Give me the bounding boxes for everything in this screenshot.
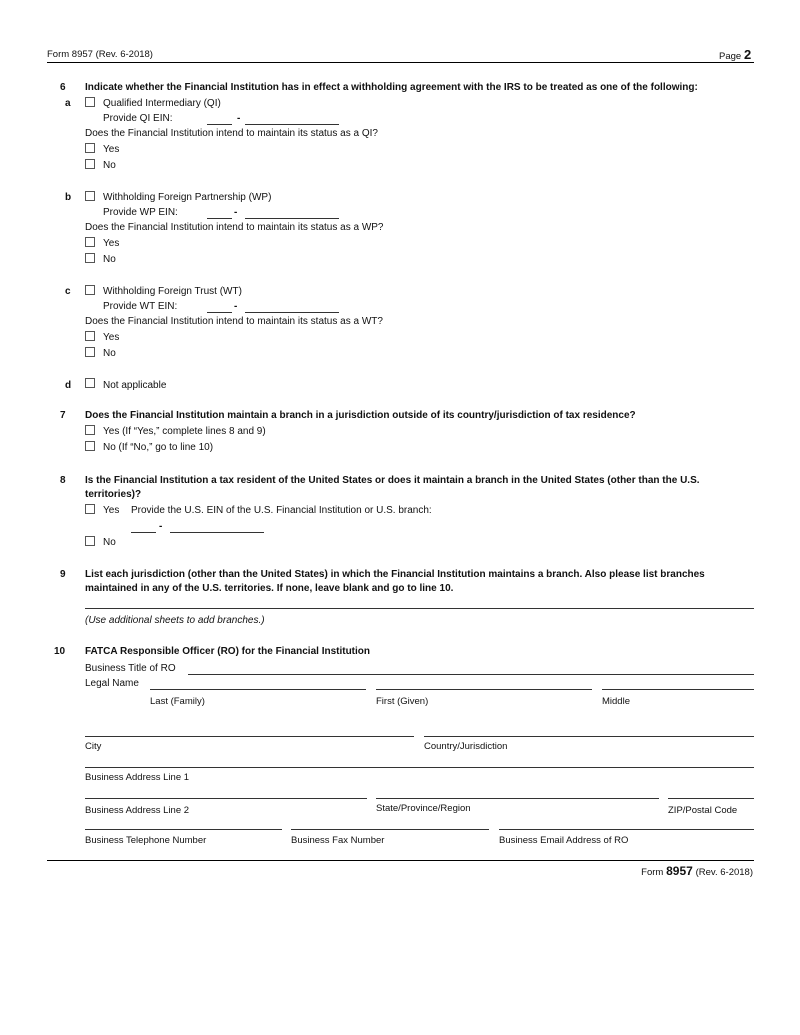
q6b-ein-prefix-field[interactable] <box>207 218 232 219</box>
q9-text-line1: List each jurisdiction (other than the United States) in which the Financial Institution maintains a branch. Also please list branches <box>85 569 705 580</box>
form-revision-label: Form 8957 (Rev. 6-2018) <box>47 49 153 60</box>
q10-number: 10 <box>54 646 66 657</box>
q6b-ein-dash: - <box>234 207 238 218</box>
q9-jurisdictions-field[interactable] <box>85 608 754 609</box>
middle-name-field[interactable] <box>602 689 754 690</box>
middle-name-label: Middle <box>602 696 630 707</box>
zip-field[interactable] <box>668 798 754 799</box>
business-title-field[interactable] <box>188 674 754 675</box>
q6a-ein-prefix-field[interactable] <box>207 124 232 125</box>
email-field[interactable] <box>499 829 754 830</box>
q7-yes-label: Yes (If “Yes,” complete lines 8 and 9) <box>103 426 266 437</box>
q7-no-label: No (If “No,” go to line 10) <box>103 442 214 453</box>
q6b-ein-label: Provide WP EIN: <box>103 207 178 218</box>
q6a-yes-checkbox[interactable] <box>85 143 95 153</box>
address-line1-field[interactable] <box>85 767 754 768</box>
header-rule <box>47 62 754 63</box>
page-label: Page <box>719 51 742 62</box>
q8-yes-checkbox[interactable] <box>85 504 95 514</box>
q6c-label: Withholding Foreign Trust (WT) <box>103 286 242 297</box>
q6c-ein-prefix-field[interactable] <box>207 312 232 313</box>
q6a-label: Qualified Intermediary (QI) <box>103 98 221 109</box>
state-field[interactable] <box>376 798 659 799</box>
first-name-field[interactable] <box>376 689 592 690</box>
footer-form-word: Form <box>641 867 664 878</box>
q6a-question: Does the Financial Institution intend to maintain its status as a QI? <box>85 128 378 139</box>
last-name-label: Last (Family) <box>150 696 205 707</box>
phone-label: Business Telephone Number <box>85 835 207 846</box>
q6a-no-label: No <box>103 160 116 171</box>
address-line2-field[interactable] <box>85 798 367 799</box>
q6c-ein-label: Provide WT EIN: <box>103 301 178 312</box>
q6c-no-checkbox[interactable] <box>85 347 95 357</box>
address-line2-label: Business Address Line 2 <box>85 805 190 816</box>
footer-rev: (Rev. 6-2018) <box>695 867 753 878</box>
q6a-letter: a <box>65 98 71 109</box>
address-line1-label: Business Address Line 1 <box>85 772 190 783</box>
footer-form-id <box>641 864 753 878</box>
q6c-ein-suffix-field[interactable] <box>245 312 339 313</box>
city-label: City <box>85 741 102 752</box>
q7-yes-checkbox[interactable] <box>85 425 95 435</box>
footer-rule <box>47 860 754 861</box>
zip-label: ZIP/Postal Code <box>668 805 738 816</box>
fax-label: Business Fax Number <box>291 835 385 846</box>
q6a-no-checkbox[interactable] <box>85 159 95 169</box>
legal-name-label: Legal Name <box>85 678 139 689</box>
q8-ein-dash: - <box>159 521 163 532</box>
q6b-no-checkbox[interactable] <box>85 253 95 263</box>
q8-yes-label: Yes <box>103 505 120 516</box>
q6c-no-label: No <box>103 348 116 359</box>
q9-note: (Use additional sheets to add branches.) <box>85 615 265 626</box>
fax-field[interactable] <box>291 829 489 830</box>
q6d-letter: d <box>65 380 72 391</box>
q6-text: Indicate whether the Financial Institution has in effect a withholding agreement with the IRS to be treated as one of the following: <box>85 82 698 93</box>
q6b-checkbox[interactable] <box>85 191 95 201</box>
q8-number: 8 <box>60 475 66 486</box>
q6c-checkbox[interactable] <box>85 285 95 295</box>
q8-ein-prefix-field[interactable] <box>131 532 156 533</box>
state-label: State/Province/Region <box>376 803 471 814</box>
q6c-letter: c <box>65 286 71 297</box>
q8-no-label: No <box>103 537 116 548</box>
q6b-question: Does the Financial Institution intend to maintain its status as a WP? <box>85 222 384 233</box>
q8-text-line2: territories)? <box>85 489 142 500</box>
q9-number: 9 <box>60 569 66 580</box>
q6c-yes-checkbox[interactable] <box>85 331 95 341</box>
email-label: Business Email Address of RO <box>499 835 629 846</box>
q6b-yes-checkbox[interactable] <box>85 237 95 247</box>
q6a-checkbox[interactable] <box>85 97 95 107</box>
last-name-field[interactable] <box>150 689 366 690</box>
page-number: 2 <box>743 47 752 62</box>
q7-number: 7 <box>60 410 66 421</box>
q6a-ein-dash: - <box>237 113 241 124</box>
q6c-yes-label: Yes <box>103 332 120 343</box>
first-name-label: First (Given) <box>376 696 429 707</box>
phone-field[interactable] <box>85 829 282 830</box>
q7-no-checkbox[interactable] <box>85 441 95 451</box>
q6a-ein-suffix-field[interactable] <box>245 124 339 125</box>
q6d-label: Not applicable <box>103 380 167 391</box>
q10-text: FATCA Responsible Officer (RO) for the Financial Institution <box>85 646 371 657</box>
country-field[interactable] <box>424 736 754 737</box>
q6c-ein-dash: - <box>234 301 238 312</box>
q7-text: Does the Financial Institution maintain a branch in a jurisdiction outside of its country/jurisdiction of tax residence? <box>85 410 636 421</box>
q6b-no-label: No <box>103 254 116 265</box>
q6b-yes-label: Yes <box>103 238 120 249</box>
footer-form-number: 8957 <box>666 864 693 878</box>
q6a-yes-label: Yes <box>103 144 120 155</box>
country-label: Country/Jurisdiction <box>424 741 508 752</box>
q6a-ein-label: Provide QI EIN: <box>103 113 173 124</box>
q6b-ein-suffix-field[interactable] <box>245 218 339 219</box>
q8-text-line1: Is the Financial Institution a tax resident of the United States or does it maintain a branch in the United States (other than the U.S. <box>85 475 700 486</box>
q6-number: 6 <box>60 82 66 93</box>
q8-yes-detail: Provide the U.S. EIN of the U.S. Financial Institution or U.S. branch: <box>131 505 432 516</box>
q8-no-checkbox[interactable] <box>85 536 95 546</box>
q6c-question: Does the Financial Institution intend to maintain its status as a WT? <box>85 316 383 327</box>
page-indicator <box>719 47 751 62</box>
q8-ein-suffix-field[interactable] <box>170 532 264 533</box>
business-title-label: Business Title of RO <box>85 663 176 674</box>
city-field[interactable] <box>85 736 414 737</box>
q9-text-line2: maintained in any of the U.S. territories. If none, leave blank and go to line 10. <box>85 583 454 594</box>
q6d-checkbox[interactable] <box>85 378 95 388</box>
q6b-label: Withholding Foreign Partnership (WP) <box>103 192 272 203</box>
q6b-letter: b <box>65 192 72 203</box>
